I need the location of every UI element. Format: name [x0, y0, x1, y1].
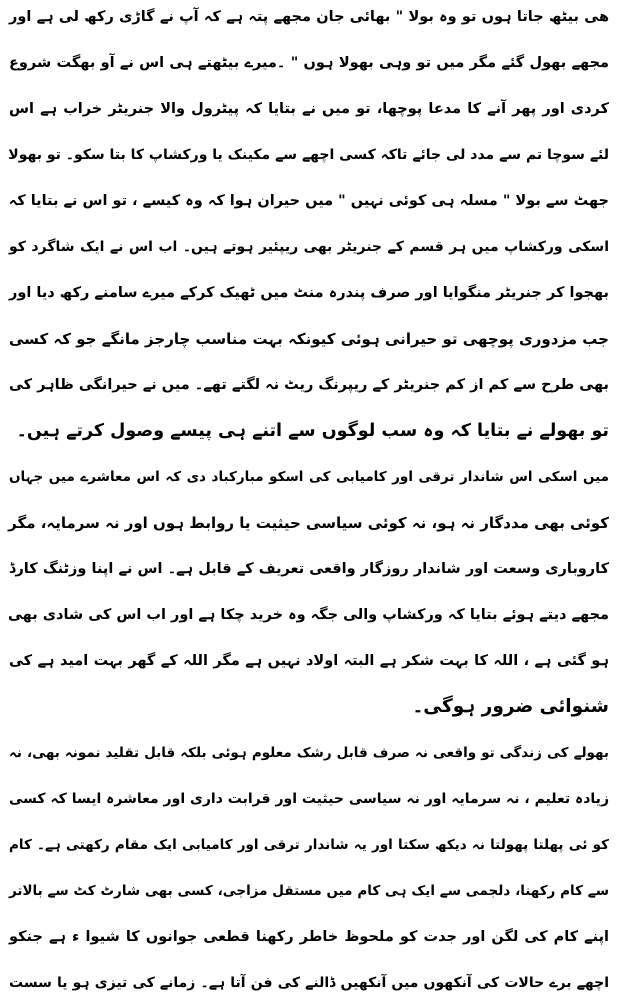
text-line: جب مزدوری پوچھی تو حیرانی ہوئی کیونکہ بہت مناسب چارجز مانگے جو کہ کسی	[9, 330, 609, 348]
text-line: زیادہ تعلیم ، نہ سرمایہ اور نہ سیاسی حیثیت اور قرابت داری اور معاشرہ ایسا کہ کسی	[9, 791, 609, 807]
text-line: میں اسکی اس شاندار ترقی اور کامیابی کی اسکو مبارکباد دی کہ اس معاشرے میں جہاں	[9, 469, 609, 485]
text-line: سے کام رکھنا، دلجمی سے ایک ہی کام میں مستقل مزاجی، کسی بھی شارٹ کٹ سے بالاتر	[9, 883, 609, 899]
text-line: کردی اور پھر آنے کا مدعا پوچھا، تو میں نے بتایا کہ پیٹرول والا جنریٹر خراب ہے اس	[9, 101, 609, 117]
text-line: اچھے برے حالات کی آنکھوں میں آنکھیں ڈالنے کی فن آتا ہے۔ زمانے کی تیزی ہو یا سست	[9, 975, 609, 991]
text-line: بھجوا کر جنریٹر منگوایا اور صرف پندرہ منٹ میں ٹھیک کرکے میرے سامنے رکھ دیا اور	[9, 285, 609, 301]
text-line: جھٹ سے بولا " مسلہ ہی کوئی نہیں " میں حیران ہوا کہ وہ کیسے ، تو اس نے بتایا کہ	[8, 193, 609, 209]
text-line: شنوائی ضرور ہوگی۔	[412, 696, 609, 717]
text-line: اسکی ورکشاپ میں ہر قسم کے جنریٹر بھی ریپئیر ہوتے ہیں۔ اب اس نے ایک شاگرد کو	[9, 239, 609, 255]
text-line: هی بیٹھ جاتا ہوں تو وہ بولا " بھائی جان مجھے پتہ ہے کہ آپ نے گاڑی رکھ لی ہے اور	[9, 9, 609, 25]
text-line: کاروباری وسعت اور شاندار روزگار واقعی تعریف کے قابل ہے۔ اس نے اپنا وزٹنگ کارڈ	[9, 561, 609, 577]
text-line: کو ئی پھلتا پھولتا نہ دیکھ سکتا اور یہ شاندار ترقی اور کامیابی ایک مقام رکھتی ہے۔ کام	[9, 837, 609, 853]
text-line: مجھے بھول گئے مگر میں تو وہی بھولا ہوں " ۔میرے بیٹھتے ہی اس نے آو بھگت شروع	[9, 55, 609, 71]
text-line: بھی طرح سے کم از کم جنریٹر کے ریپرنگ ریٹ نہ لگتے تھے۔ میں نے حیرانگی ظاہر کی	[9, 377, 609, 393]
text-line: کوئی بھی مددگار نہ ہو، نہ کوئی سیاسی حیثیت یا روابط ہوں اور نہ سرمایہ، مگر	[8, 514, 609, 532]
text-line: بھولے کی زندگی تو واقعی نہ صرف قابل رشک معلوم ہوئی بلکہ قابل تقلید نمونہ بھی، نہ	[9, 745, 609, 761]
text-line: مجھے دیتے ہوئے بتایا کہ ورکشاپ والی جگہ وہ خرید چکا ہے اور اب اس کی شادی بھی	[8, 607, 609, 623]
text-line: ہو گئی ہے ، اللہ کا بہت شکر ہے البتہ اولاد نہیں ہے مگر اللہ کے گھر بہت امید ہے کی	[9, 653, 609, 669]
text-line: لئے سوچا تم سے مدد لی جائے تاکہ کسی اچھے سے مکینک یا ورکشاپ کا بتا سکو۔ تو بھولا	[8, 147, 609, 163]
text-line: اپنے کام کی لگن اور جدت کو ملحوظ خاطر رکھنا قطعی جوانوں کا شیوا ء ہے جنکو	[9, 929, 609, 945]
text-line: تو بھولے نے بتایا کہ وہ سب لوگوں سے اتنے ہی پیسے وصول کرتے ہیں۔	[16, 421, 609, 441]
